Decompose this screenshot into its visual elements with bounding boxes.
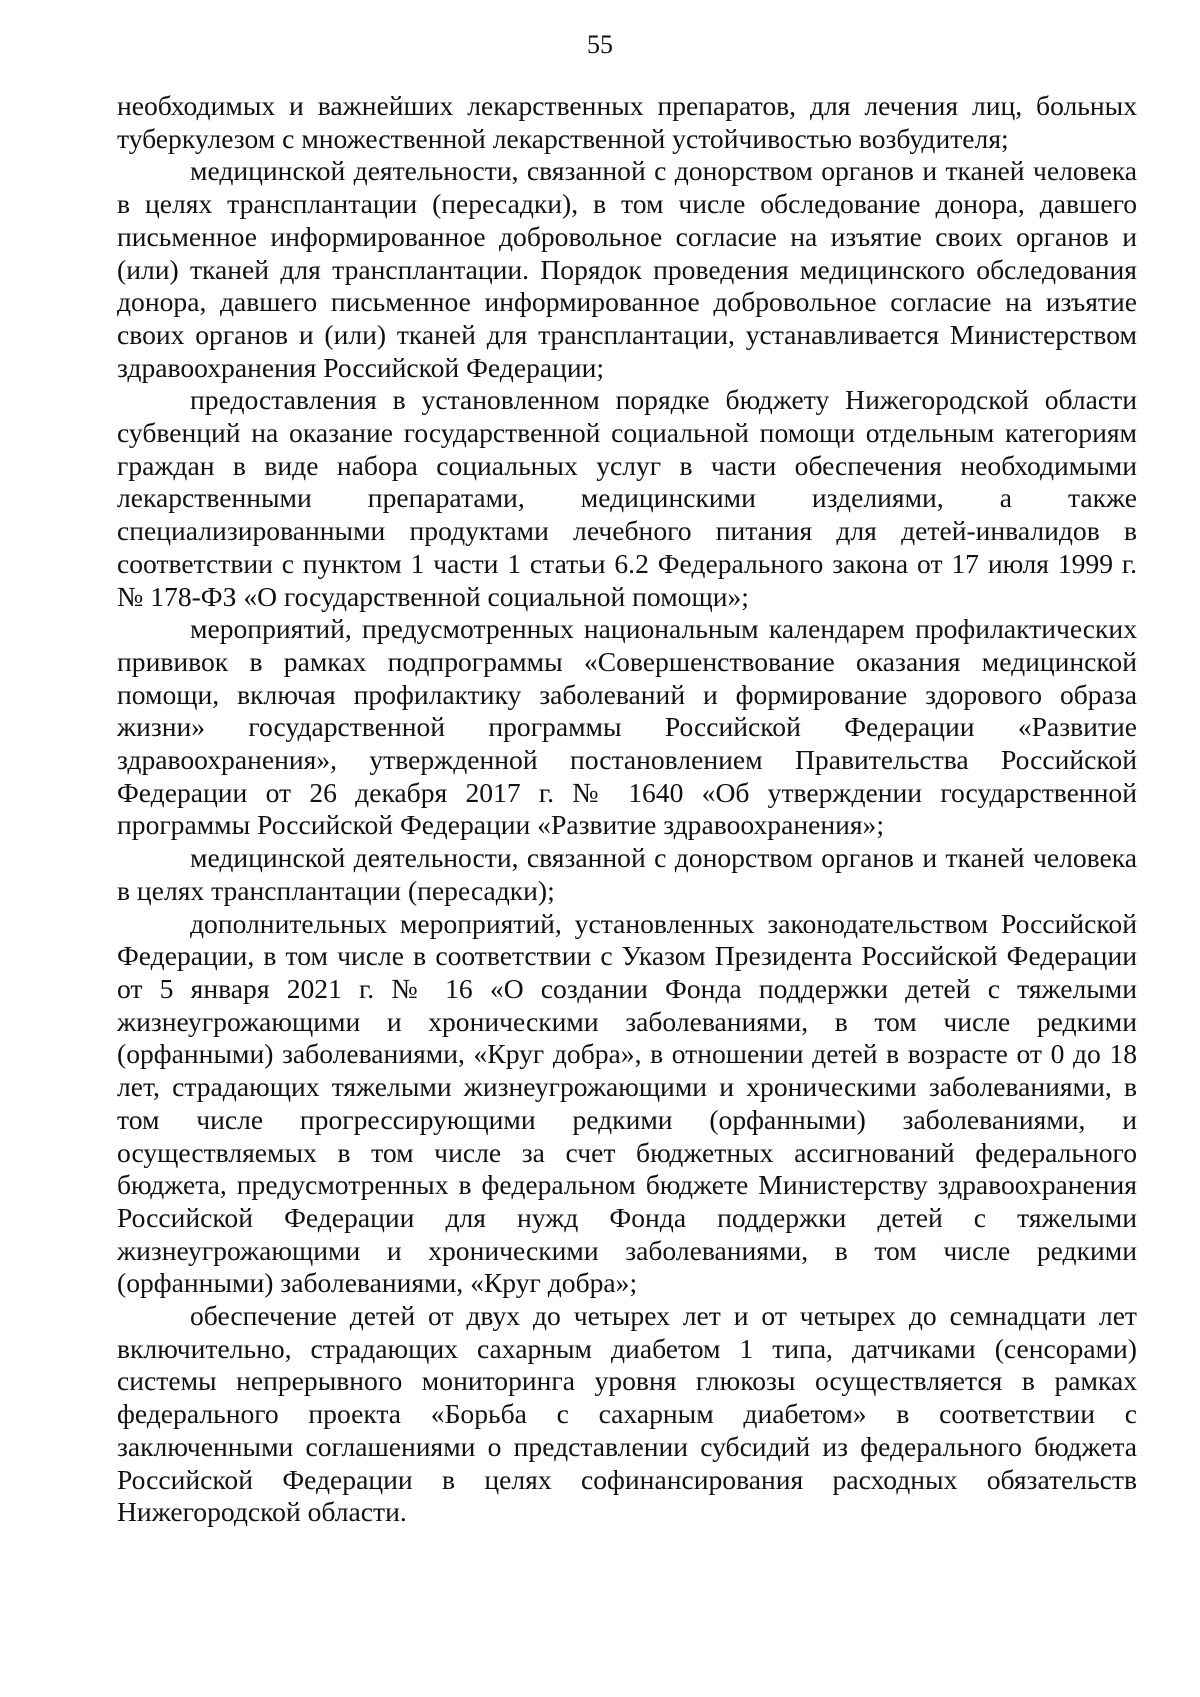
page-number: 55: [587, 30, 613, 59]
paragraph-7: обеспечение детей от двух до четырех лет и от четырех до семнадцати лет включительно, страдающих сахарным диабетом 1 типа, датчиками (сенсорами) системы непрерывного мониторинга уровня глюкозы осуществляется в рамках федерального проекта «Борьба с сахарным диабетом» в соответствии с заключенными соглашениями о представлении субсидий из федерального бюджета Российской Федерации в целях софинансирования расходных обязательств Нижегородской области.: [117, 1300, 1137, 1528]
paragraph-3: предоставления в установленном порядке бюджету Нижегородской области субвенций на оказание государственной социальной помощи отдельным категориям граждан в виде набора социальных услуг в части обеспечения необходимыми лекарственными препаратами, медицинскими изделиями, а также специализированными продуктами лечебного питания для детей-инвалидов в соответствии с пунктом 1 части 1 статьи 6.2 Федерального закона от 17 июля 1999 г. № 178-ФЗ «О государственной социальной помощи»;: [117, 384, 1137, 612]
paragraph-5: медицинской деятельности, связанной с донорством органов и тканей человека в целях трансплантации (пересадки);: [117, 842, 1137, 906]
paragraph-1: необходимых и важнейших лекарственных препаратов, для лечения лиц, больных туберкулезом с множественной лекарственной устойчивостью возбудителя;: [117, 90, 1137, 154]
document-body: [117, 90, 1137, 1529]
paragraph-4: мероприятий, предусмотренных национальным календарем профилактических прививок в рамках подпрограммы «Совершенствование оказания медицинской помощи, включая профилактику заболеваний и формирование здорового образа жизни» государственной программы Российской Федерации «Развитие здравоохранения», утвержденной постановлением Правительства Российской Федерации от 26 декабря 2017 г. № 1640 «Об утверждении государственной программы Российской Федерации «Развитие здравоохранения»;: [117, 613, 1137, 841]
paragraph-2: медицинской деятельности, связанной с донорством органов и тканей человека в целях трансплантации (пересадки), в том числе обследование донора, давшего письменное информированное добровольное согласие на изъятие своих органов и (или) тканей для трансплантации. Порядок проведения медицинского обследования донора, давшего письменное информированное добровольное согласие на изъятие своих органов и (или) тканей для трансплантации, устанавливается Министерством здравоохранения Российской Федерации;: [117, 155, 1137, 383]
paragraph-6: дополнительных мероприятий, установленных законодательством Российской Федерации, в том числе в соответствии с Указом Президента Российской Федерации от 5 января 2021 г. № 16 «О создании Фонда поддержки детей с тяжелыми жизнеугрожающими и хроническими заболеваниями, в том числе редкими (орфанными) заболеваниями, «Круг добра», в отношении детей в возрасте от 0 до 18 лет, страдающих тяжелыми жизнеугрожающими и хроническими заболеваниями, в том числе прогрессирующими редкими (орфанными) заболеваниями, и осуществляемых в том числе за счет бюджетных ассигнований федерального бюджета, предусмотренных в федеральном бюджете Министерству здравоохранения Российской Федерации для нужд Фонда поддержки детей с тяжелыми жизнеугрожающими и хроническими заболеваниями, в том числе редкими (орфанными) заболеваниями, «Круг добра»;: [117, 907, 1137, 1299]
